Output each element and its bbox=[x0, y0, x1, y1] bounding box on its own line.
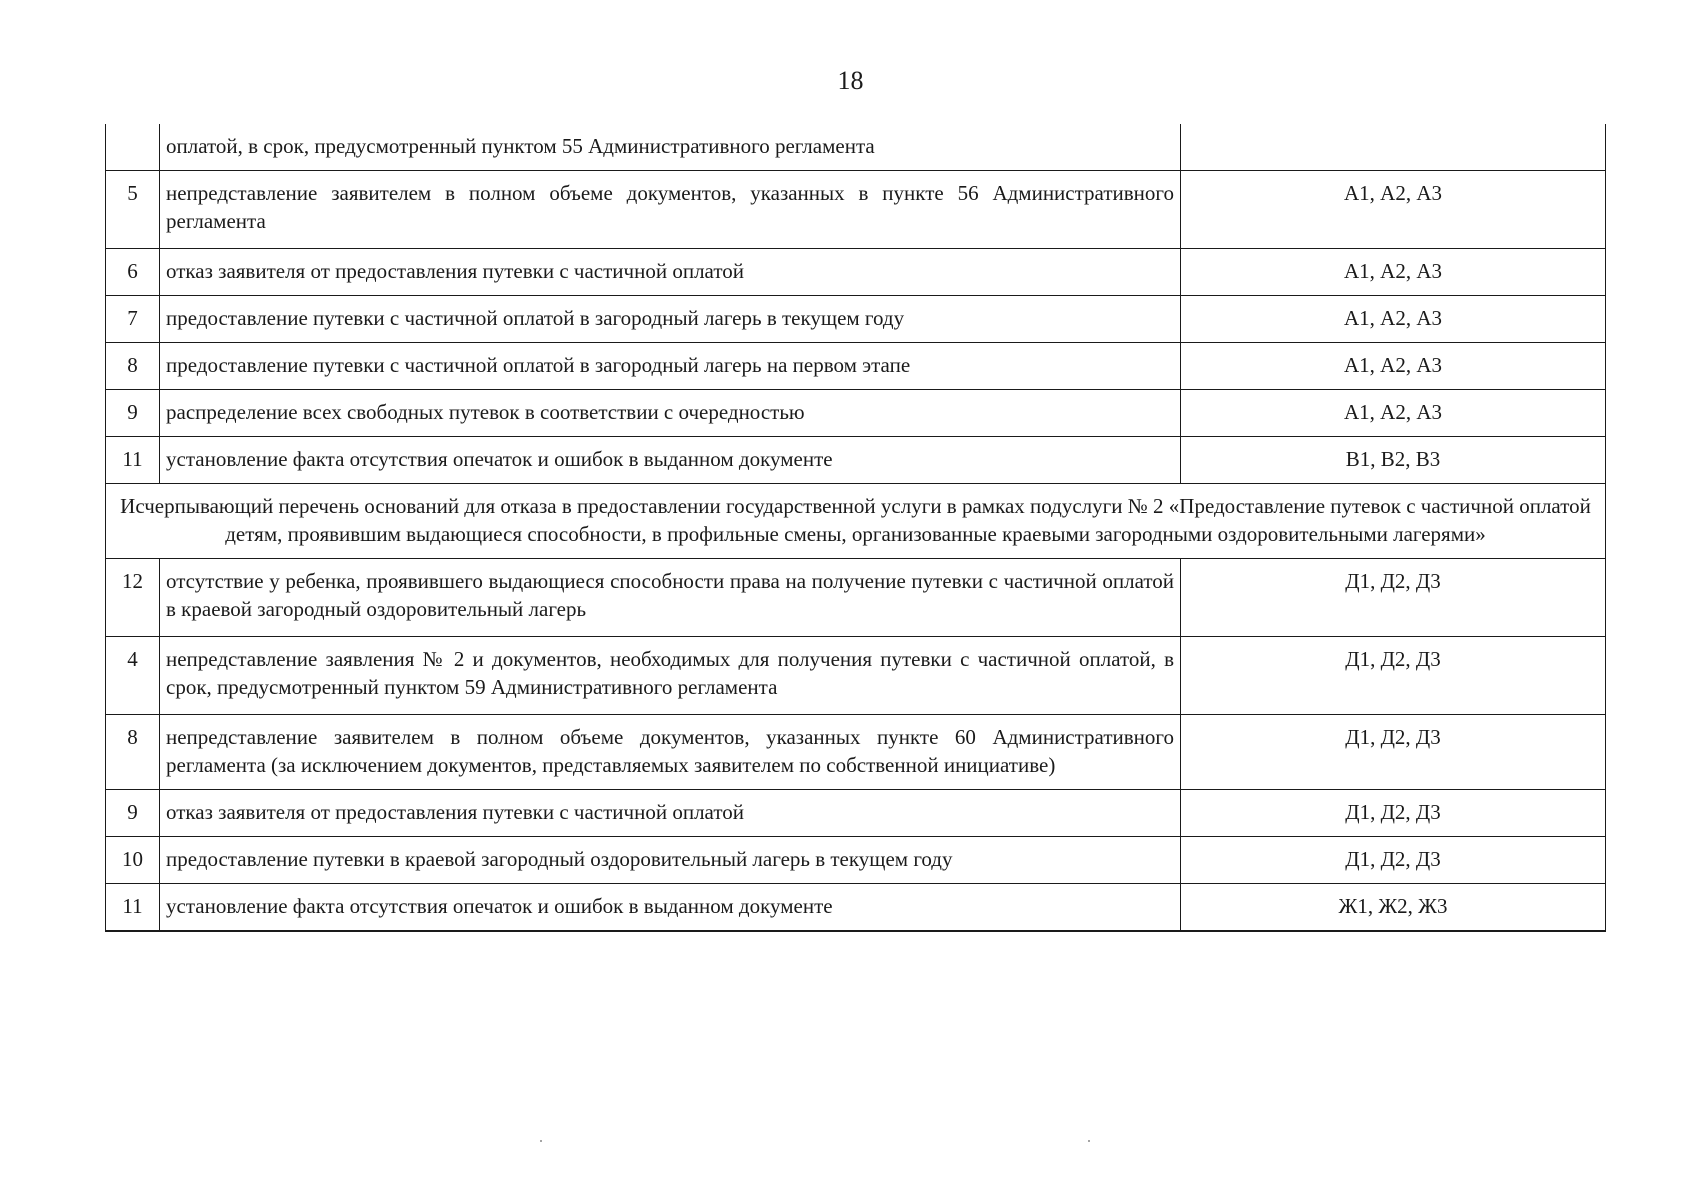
scan-speck bbox=[540, 1140, 542, 1142]
row-number: 4 bbox=[106, 637, 160, 715]
row-codes: Д1, Д2, Д3 bbox=[1181, 715, 1606, 790]
row-number: 5 bbox=[106, 171, 160, 249]
row-text: непредставление заявителем в полном объеме документов, указанных пункте 60 Административного регламента (за исключением документов, представляемых заявителем по собственной инициативе) bbox=[160, 715, 1181, 790]
row-text: предоставление путевки с частичной оплатой в загородный лагерь в текущем году bbox=[160, 296, 1181, 343]
row-text: отсутствие у ребенка, проявившего выдающиеся способности права на получение путевки с частичной оплатой в краевой загородный оздоровительный лагерь bbox=[160, 559, 1181, 637]
table-row bbox=[106, 837, 1606, 884]
row-codes: В1, В2, В3 bbox=[1181, 437, 1606, 484]
table-row bbox=[106, 296, 1606, 343]
row-codes: А1, А2, А3 bbox=[1181, 343, 1606, 390]
row-number: 8 bbox=[106, 715, 160, 790]
table-row bbox=[106, 249, 1606, 296]
row-text: распределение всех свободных путевок в соответствии с очередностью bbox=[160, 390, 1181, 437]
row-codes: А1, А2, А3 bbox=[1181, 249, 1606, 296]
table-row bbox=[106, 171, 1606, 249]
row-text: отказ заявителя от предоставления путевки с частичной оплатой bbox=[160, 790, 1181, 837]
row-codes: А1, А2, А3 bbox=[1181, 296, 1606, 343]
row-text: установление факта отсутствия опечаток и ошибок в выданном документе bbox=[160, 884, 1181, 932]
scan-speck bbox=[1088, 1140, 1090, 1142]
table-row bbox=[106, 559, 1606, 637]
row-text: отказ заявителя от предоставления путевки с частичной оплатой bbox=[160, 249, 1181, 296]
row-number: 8 bbox=[106, 343, 160, 390]
section-heading: Исчерпывающий перечень оснований для отказа в предоставлении государственной услуги в рамках подуслуги № 2 «Предоставление путевок с частичной оплатой детям, проявившим выдающиеся способности, в профильные смены, организованные краевыми загородными оздоровительными лагерями» bbox=[106, 484, 1606, 559]
row-codes: Д1, Д2, Д3 bbox=[1181, 559, 1606, 637]
row-codes bbox=[1181, 124, 1606, 171]
table-row bbox=[106, 790, 1606, 837]
table-row bbox=[106, 390, 1606, 437]
row-codes: А1, А2, А3 bbox=[1181, 390, 1606, 437]
row-codes: Д1, Д2, Д3 bbox=[1181, 837, 1606, 884]
row-text: предоставление путевки с частичной оплатой в загородный лагерь на первом этапе bbox=[160, 343, 1181, 390]
row-codes: Д1, Д2, Д3 bbox=[1181, 637, 1606, 715]
grounds-table bbox=[105, 124, 1606, 932]
table-row bbox=[106, 343, 1606, 390]
page-number: 18 bbox=[837, 66, 864, 95]
row-codes: Ж1, Ж2, Ж3 bbox=[1181, 884, 1606, 932]
row-number: 12 bbox=[106, 559, 160, 637]
row-text: оплатой, в срок, предусмотренный пунктом 55 Административного регламента bbox=[160, 124, 1181, 171]
table-row bbox=[106, 715, 1606, 790]
row-number: 9 bbox=[106, 790, 160, 837]
row-text: установление факта отсутствия опечаток и ошибок в выданном документе bbox=[160, 437, 1181, 484]
row-number: 6 bbox=[106, 249, 160, 296]
row-number: 11 bbox=[106, 437, 160, 484]
row-codes: А1, А2, А3 bbox=[1181, 171, 1606, 249]
row-text: непредставление заявления № 2 и документов, необходимых для получения путевки с частичной оплатой, в срок, предусмотренный пунктом 59 Административного регламента bbox=[160, 637, 1181, 715]
section-row bbox=[106, 484, 1606, 559]
row-text: непредставление заявителем в полном объеме документов, указанных в пункте 56 Административного регламента bbox=[160, 171, 1181, 249]
row-number: 10 bbox=[106, 837, 160, 884]
table-row bbox=[106, 124, 1606, 171]
table-row bbox=[106, 637, 1606, 715]
grounds-table-container bbox=[105, 124, 1605, 932]
row-text: предоставление путевки в краевой загородный оздоровительный лагерь в текущем году bbox=[160, 837, 1181, 884]
row-number: 11 bbox=[106, 884, 160, 932]
table-row bbox=[106, 437, 1606, 484]
row-number bbox=[106, 124, 160, 171]
table-row bbox=[106, 884, 1606, 932]
row-number: 7 bbox=[106, 296, 160, 343]
row-number: 9 bbox=[106, 390, 160, 437]
row-codes: Д1, Д2, Д3 bbox=[1181, 790, 1606, 837]
